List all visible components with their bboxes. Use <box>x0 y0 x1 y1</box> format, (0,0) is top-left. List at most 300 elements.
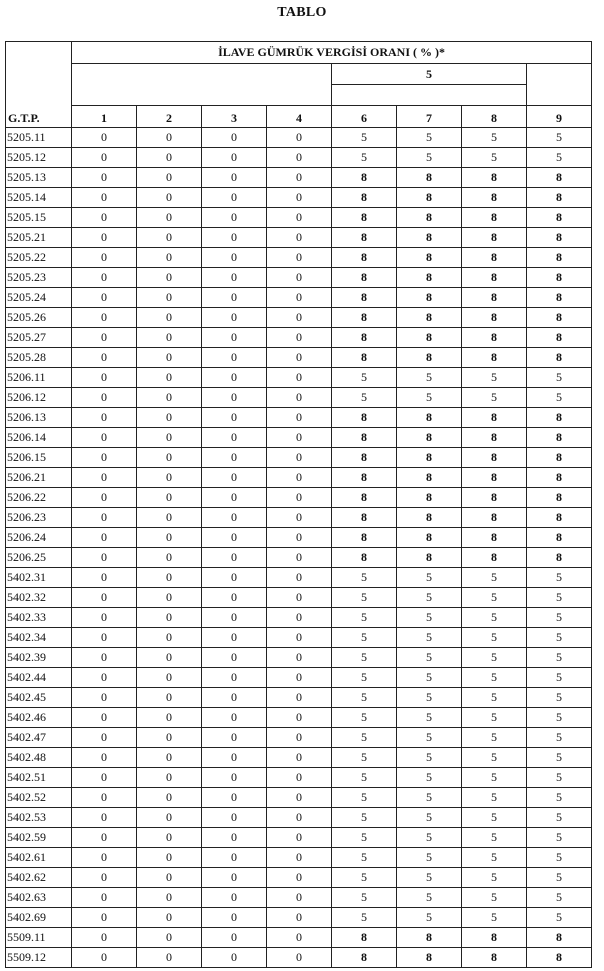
rate-cell: 5 <box>332 728 397 748</box>
gtp-code-cell: 5205.28 <box>6 348 72 368</box>
rate-cell: 5 <box>397 908 462 928</box>
rate-cell: 5 <box>462 588 527 608</box>
rate-cell: 0 <box>267 148 332 168</box>
rate-cell: 0 <box>202 608 267 628</box>
rate-cell: 5 <box>397 628 462 648</box>
rate-cell: 8 <box>332 288 397 308</box>
rate-cell: 0 <box>267 528 332 548</box>
table-row <box>6 268 592 288</box>
rate-cell: 0 <box>72 628 137 648</box>
rate-cell: 5 <box>397 808 462 828</box>
rate-cell: 8 <box>527 528 592 548</box>
gtp-code-cell: 5205.14 <box>6 188 72 208</box>
rate-cell: 0 <box>137 948 202 968</box>
gtp-code-cell: 5206.11 <box>6 368 72 388</box>
rate-cell: 0 <box>72 848 137 868</box>
rate-cell: 8 <box>527 468 592 488</box>
rate-cell: 0 <box>72 688 137 708</box>
rate-cell: 0 <box>72 888 137 908</box>
rate-cell: 0 <box>137 408 202 428</box>
rate-cell: 8 <box>527 348 592 368</box>
rate-cell: 0 <box>267 488 332 508</box>
rate-cell: 8 <box>527 288 592 308</box>
rate-cell: 0 <box>202 148 267 168</box>
rate-cell: 8 <box>462 188 527 208</box>
table-row <box>6 328 592 348</box>
table-row <box>6 508 592 528</box>
rate-cell: 0 <box>137 828 202 848</box>
rate-cell: 0 <box>137 728 202 748</box>
rate-cell: 5 <box>397 688 462 708</box>
rate-cell: 0 <box>72 648 137 668</box>
rate-cell: 0 <box>202 848 267 868</box>
rate-cell: 5 <box>332 148 397 168</box>
rate-cell: 5 <box>332 128 397 148</box>
rate-cell: 0 <box>267 848 332 868</box>
rate-cell: 0 <box>202 408 267 428</box>
rate-cell: 0 <box>267 428 332 448</box>
rate-cell: 5 <box>462 708 527 728</box>
rate-cell: 0 <box>202 748 267 768</box>
rate-cell: 8 <box>462 528 527 548</box>
rate-cell: 0 <box>202 208 267 228</box>
rate-cell: 5 <box>527 608 592 628</box>
rate-cell: 8 <box>462 168 527 188</box>
rate-cell: 5 <box>462 808 527 828</box>
gtp-code-cell: 5205.27 <box>6 328 72 348</box>
gtp-code-cell: 5206.12 <box>6 388 72 408</box>
gtp-code-cell: 5205.12 <box>6 148 72 168</box>
rate-cell: 0 <box>137 808 202 828</box>
gtp-code-cell: 5402.34 <box>6 628 72 648</box>
rate-cell: 0 <box>137 628 202 648</box>
column-header-4: 4 <box>267 106 332 128</box>
rate-cell: 0 <box>137 168 202 188</box>
table-row <box>6 628 592 648</box>
table-row <box>6 388 592 408</box>
rate-cell: 8 <box>397 188 462 208</box>
rate-cell: 0 <box>202 168 267 188</box>
rate-cell: 0 <box>202 888 267 908</box>
rate-cell: 5 <box>462 848 527 868</box>
header-blank-cell <box>332 85 527 106</box>
rate-cell: 5 <box>462 668 527 688</box>
rate-cell: 5 <box>332 688 397 708</box>
rate-cell: 5 <box>527 808 592 828</box>
rate-cell: 0 <box>267 728 332 748</box>
rate-cell: 0 <box>72 468 137 488</box>
rate-cell: 5 <box>332 888 397 908</box>
rate-cell: 8 <box>527 228 592 248</box>
rate-cell: 5 <box>397 148 462 168</box>
rate-cell: 0 <box>267 768 332 788</box>
rate-cell: 0 <box>202 188 267 208</box>
rate-cell: 8 <box>462 208 527 228</box>
rate-cell: 0 <box>202 368 267 388</box>
rate-cell: 5 <box>332 768 397 788</box>
rate-cell: 5 <box>332 868 397 888</box>
rate-cell: 5 <box>527 128 592 148</box>
rate-cell: 8 <box>397 288 462 308</box>
rate-cell: 0 <box>72 828 137 848</box>
table-row <box>6 148 592 168</box>
table-row <box>6 688 592 708</box>
table-row <box>6 808 592 828</box>
tariff-table <box>5 41 592 968</box>
rate-cell: 0 <box>72 508 137 528</box>
rate-cell: 8 <box>332 428 397 448</box>
rate-cell: 0 <box>202 668 267 688</box>
rate-cell: 5 <box>527 788 592 808</box>
rate-cell: 0 <box>202 588 267 608</box>
rate-cell: 5 <box>527 868 592 888</box>
rate-cell: 5 <box>462 768 527 788</box>
rate-cell: 8 <box>397 308 462 328</box>
rate-cell: 0 <box>137 908 202 928</box>
table-row <box>6 208 592 228</box>
table-row <box>6 788 592 808</box>
document-title: TABLO <box>277 5 327 20</box>
rate-cell: 0 <box>202 448 267 468</box>
rate-cell: 0 <box>267 408 332 428</box>
rate-cell: 0 <box>72 148 137 168</box>
rate-cell: 8 <box>397 448 462 468</box>
rate-cell: 8 <box>332 468 397 488</box>
rate-cell: 0 <box>72 428 137 448</box>
rate-cell: 5 <box>397 668 462 688</box>
rate-cell: 0 <box>202 828 267 848</box>
rate-cell: 0 <box>137 928 202 948</box>
rate-cell: 8 <box>397 548 462 568</box>
rate-cell: 0 <box>267 348 332 368</box>
rate-cell: 5 <box>462 688 527 708</box>
table-row <box>6 928 592 948</box>
gtp-code-cell: 5205.13 <box>6 168 72 188</box>
rate-cell: 0 <box>137 308 202 328</box>
rate-cell: 0 <box>72 748 137 768</box>
table-row <box>6 868 592 888</box>
rate-cell: 8 <box>397 488 462 508</box>
rate-cell: 5 <box>332 608 397 628</box>
rate-cell: 0 <box>267 248 332 268</box>
rate-cell: 0 <box>202 128 267 148</box>
column-number-row <box>6 106 592 128</box>
rate-cell: 5 <box>397 368 462 388</box>
rate-cell: 0 <box>137 648 202 668</box>
rate-cell: 0 <box>137 188 202 208</box>
rate-cell: 0 <box>267 208 332 228</box>
rate-cell: 5 <box>527 568 592 588</box>
rate-cell: 5 <box>332 788 397 808</box>
rate-cell: 8 <box>332 548 397 568</box>
gtp-code-cell: 5206.22 <box>6 488 72 508</box>
gtp-code-cell: 5402.69 <box>6 908 72 928</box>
rate-cell: 5 <box>527 368 592 388</box>
rate-cell: 0 <box>202 948 267 968</box>
rate-cell: 5 <box>332 588 397 608</box>
table-row <box>6 588 592 608</box>
gtp-code-cell: 5402.46 <box>6 708 72 728</box>
rate-cell: 0 <box>72 408 137 428</box>
rate-cell: 0 <box>137 128 202 148</box>
rate-cell: 8 <box>332 168 397 188</box>
rate-cell: 5 <box>397 608 462 628</box>
rate-cell: 0 <box>202 488 267 508</box>
rate-cell: 8 <box>397 508 462 528</box>
rate-cell: 0 <box>267 228 332 248</box>
rate-cell: 8 <box>332 508 397 528</box>
rate-cell: 8 <box>397 408 462 428</box>
rate-cell: 5 <box>332 648 397 668</box>
rate-cell: 0 <box>202 548 267 568</box>
rate-cell: 0 <box>202 248 267 268</box>
rate-cell: 8 <box>397 208 462 228</box>
rate-cell: 8 <box>462 248 527 268</box>
rate-cell: 5 <box>397 128 462 148</box>
rate-cell: 0 <box>72 168 137 188</box>
rate-cell: 0 <box>137 228 202 248</box>
rate-cell: 0 <box>137 268 202 288</box>
rate-cell: 5 <box>397 828 462 848</box>
rate-cell: 5 <box>332 708 397 728</box>
gtp-code-cell: 5509.11 <box>6 928 72 948</box>
rate-cell: 5 <box>527 388 592 408</box>
rate-cell: 0 <box>202 428 267 448</box>
rate-cell: 0 <box>202 628 267 648</box>
rate-cell: 5 <box>527 148 592 168</box>
rate-cell: 8 <box>527 328 592 348</box>
rate-cell: 0 <box>267 468 332 488</box>
rate-cell: 8 <box>462 448 527 468</box>
rate-cell: 0 <box>267 948 332 968</box>
column-header-6: 6 <box>332 106 397 128</box>
rate-cell: 0 <box>72 368 137 388</box>
rate-cell: 5 <box>527 588 592 608</box>
rate-cell: 0 <box>72 248 137 268</box>
rate-cell: 8 <box>332 528 397 548</box>
rate-cell: 8 <box>332 228 397 248</box>
rate-cell: 5 <box>462 388 527 408</box>
rate-cell: 0 <box>137 748 202 768</box>
rate-cell: 5 <box>462 608 527 628</box>
table-row <box>6 888 592 908</box>
rate-cell: 8 <box>527 168 592 188</box>
gtp-code-cell: 5402.44 <box>6 668 72 688</box>
rate-cell: 0 <box>72 388 137 408</box>
gtp-code-cell: 5509.12 <box>6 948 72 968</box>
table-body <box>6 128 592 968</box>
rate-cell: 0 <box>137 548 202 568</box>
rate-cell: 5 <box>527 708 592 728</box>
rate-cell: 8 <box>527 948 592 968</box>
rate-cell: 5 <box>462 748 527 768</box>
rate-cell: 8 <box>332 188 397 208</box>
rate-cell: 5 <box>527 748 592 768</box>
rate-cell: 0 <box>72 128 137 148</box>
gtp-code-cell: 5402.45 <box>6 688 72 708</box>
gtp-code-cell: 5206.15 <box>6 448 72 468</box>
rate-cell: 8 <box>332 448 397 468</box>
rate-cell: 8 <box>462 288 527 308</box>
rate-cell: 5 <box>462 868 527 888</box>
rate-cell: 8 <box>332 408 397 428</box>
rate-cell: 5 <box>462 628 527 648</box>
rate-cell: 0 <box>267 548 332 568</box>
gtp-code-cell: 5205.22 <box>6 248 72 268</box>
rate-cell: 0 <box>267 188 332 208</box>
rate-cell: 0 <box>267 508 332 528</box>
rate-cell: 0 <box>72 348 137 368</box>
rate-cell: 0 <box>72 608 137 628</box>
rate-cell: 8 <box>332 348 397 368</box>
rate-cell: 0 <box>202 808 267 828</box>
rate-cell: 5 <box>397 728 462 748</box>
rate-cell: 5 <box>332 368 397 388</box>
table-row <box>6 348 592 368</box>
table-row <box>6 448 592 468</box>
rate-cell: 0 <box>72 908 137 928</box>
table-row <box>6 528 592 548</box>
gtp-code-cell: 5402.61 <box>6 848 72 868</box>
rate-cell: 0 <box>72 808 137 828</box>
rate-cell: 5 <box>527 768 592 788</box>
rate-cell: 0 <box>137 288 202 308</box>
rate-cell: 5 <box>462 788 527 808</box>
gtp-code-cell: 5205.21 <box>6 228 72 248</box>
rate-cell: 0 <box>267 928 332 948</box>
rate-cell: 0 <box>137 248 202 268</box>
rate-cell: 0 <box>202 868 267 888</box>
gtp-code-cell: 5402.32 <box>6 588 72 608</box>
gtp-code-cell: 5206.23 <box>6 508 72 528</box>
column-header-7: 7 <box>397 106 462 128</box>
rate-cell: 5 <box>397 768 462 788</box>
rate-cell: 5 <box>397 568 462 588</box>
rate-cell: 0 <box>202 328 267 348</box>
rate-cell: 0 <box>137 148 202 168</box>
gtp-code-cell: 5402.39 <box>6 648 72 668</box>
rate-cell: 0 <box>267 628 332 648</box>
rate-cell: 0 <box>202 768 267 788</box>
rate-cell: 0 <box>202 928 267 948</box>
gtp-code-cell: 5205.23 <box>6 268 72 288</box>
gtp-code-cell: 5402.31 <box>6 568 72 588</box>
rate-cell: 0 <box>267 388 332 408</box>
rate-cell: 8 <box>527 448 592 468</box>
rate-cell: 8 <box>527 548 592 568</box>
rate-cell: 0 <box>72 788 137 808</box>
rate-cell: 5 <box>397 648 462 668</box>
rate-cell: 8 <box>332 948 397 968</box>
rate-cell: 8 <box>397 928 462 948</box>
rate-cell: 8 <box>462 928 527 948</box>
group-5-header: 5 <box>332 64 527 85</box>
rate-cell: 5 <box>397 848 462 868</box>
table-row <box>6 848 592 868</box>
rate-cell: 0 <box>72 928 137 948</box>
rate-cell: 0 <box>267 568 332 588</box>
rate-cell: 0 <box>137 488 202 508</box>
table-row <box>6 128 592 148</box>
rate-cell: 8 <box>332 268 397 288</box>
rate-cell: 0 <box>267 648 332 668</box>
column-header-1: 1 <box>72 106 137 128</box>
gtp-code-cell: 5206.24 <box>6 528 72 548</box>
rate-cell: 5 <box>527 668 592 688</box>
rate-cell: 0 <box>137 768 202 788</box>
rate-cell: 0 <box>72 868 137 888</box>
rate-cell: 0 <box>137 688 202 708</box>
gtp-code-cell: 5402.47 <box>6 728 72 748</box>
table-row <box>6 748 592 768</box>
table-row <box>6 468 592 488</box>
rate-cell: 0 <box>72 488 137 508</box>
gtp-code-cell: 5206.21 <box>6 468 72 488</box>
table-row <box>6 908 592 928</box>
table-row <box>6 608 592 628</box>
rate-cell: 5 <box>397 588 462 608</box>
rate-cell: 0 <box>202 568 267 588</box>
rate-cell: 8 <box>527 188 592 208</box>
rate-cell: 0 <box>137 208 202 228</box>
rate-cell: 8 <box>462 508 527 528</box>
column-header-9: 9 <box>527 106 592 128</box>
rate-cell: 8 <box>462 428 527 448</box>
rate-cell: 0 <box>72 548 137 568</box>
table-row <box>6 668 592 688</box>
rate-cell: 0 <box>267 748 332 768</box>
rate-cell: 0 <box>137 508 202 528</box>
gtp-code-cell: 5402.59 <box>6 828 72 848</box>
rate-cell: 8 <box>462 468 527 488</box>
rate-cell: 5 <box>332 388 397 408</box>
rate-cell: 5 <box>397 388 462 408</box>
rate-cell: 0 <box>267 448 332 468</box>
rate-cell: 5 <box>397 748 462 768</box>
rate-cell: 0 <box>72 568 137 588</box>
rate-cell: 8 <box>462 948 527 968</box>
rate-cell: 0 <box>267 608 332 628</box>
rate-cell: 5 <box>332 828 397 848</box>
rate-cell: 8 <box>397 168 462 188</box>
rate-cell: 5 <box>332 908 397 928</box>
rate-cell: 5 <box>462 648 527 668</box>
table-row <box>6 228 592 248</box>
gtp-code-cell: 5205.11 <box>6 128 72 148</box>
table-row <box>6 488 592 508</box>
rate-cell: 5 <box>332 628 397 648</box>
table-row <box>6 708 592 728</box>
rate-cell: 5 <box>527 908 592 928</box>
rate-cell: 8 <box>527 268 592 288</box>
rate-cell: 8 <box>397 468 462 488</box>
rate-cell: 0 <box>202 308 267 328</box>
rate-cell: 0 <box>267 288 332 308</box>
gtp-code-cell: 5402.63 <box>6 888 72 908</box>
rate-cell: 0 <box>137 788 202 808</box>
rate-cell: 0 <box>267 808 332 828</box>
rate-cell: 0 <box>137 328 202 348</box>
gtp-code-cell: 5206.13 <box>6 408 72 428</box>
gtp-header: G.T.P. <box>6 42 72 128</box>
rate-cell: 0 <box>137 848 202 868</box>
gtp-code-cell: 5402.48 <box>6 748 72 768</box>
rate-cell: 0 <box>202 468 267 488</box>
gtp-code-cell: 5205.26 <box>6 308 72 328</box>
rate-cell: 0 <box>72 328 137 348</box>
rate-cell: 8 <box>332 328 397 348</box>
rate-cell: 0 <box>72 208 137 228</box>
